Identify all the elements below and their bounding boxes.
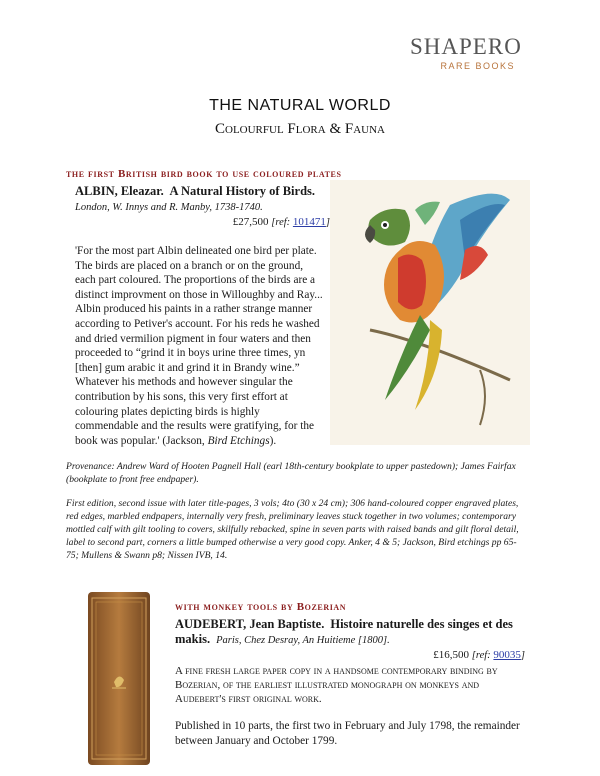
entry-summary: A fine fresh large paper copy in a handsome contemporary binding by Bozerian, of the earliest illustrated monograph on monkeys and Audebert's first original work. <box>175 665 498 705</box>
quote-close: ). <box>269 434 277 447</box>
entry-quote <box>75 244 325 448</box>
ref-close: ] <box>325 217 330 228</box>
logo-wordmark: SHAPERO <box>410 34 522 59</box>
entry-audebert-header <box>175 617 525 663</box>
section-heading-audebert: with monkey tools by Bozerian <box>175 601 347 613</box>
entry-price: £27,500 <box>232 216 269 228</box>
ref-close: ] <box>520 650 525 661</box>
logo-subtitle: RARE BOOKS <box>440 61 515 71</box>
entry-title: Histoire naturelle des singes et des makis. <box>175 617 513 646</box>
physical-description: First edition, second issue with later title-pages, 3 vols; 4to (30 x 24 cm); 306 hand-coloured copper engraved plates, red edges, marbled endpapers, internally very fresh, preliminary leaves stuck together in two volumes; contemporary mottled calf with gilt tooling to covers, skilfully rebacked, spine in seven parts with raised bands and gilt floral detail, label to second part, corners a little bumped otherwise a very good copy. Anker, 4 & 5; Jackson, Bird etchings pp 65-75; Mullens & Swann p8; Nissen IVB, 14. <box>66 498 519 561</box>
provenance-note: Provenance: Andrew Ward of Hooten Pagnell Hall (earl 18th-century bookplate to upper pastedown); James Fairfax (bookplate to front free endpaper). <box>66 461 516 485</box>
price-line <box>75 215 330 230</box>
ref-link[interactable]: 90035 <box>493 649 521 661</box>
catalogue-title: THE NATURAL WORLD <box>209 97 391 114</box>
entry-imprint: Paris, Chez Desray, An Huitieme [1800]. <box>216 635 390 646</box>
book-spine-photo <box>86 592 152 765</box>
entry-author: AUDEBERT, Jean Baptiste. <box>175 617 325 631</box>
quote-text: 'For the most part Albin delineated one bird per plate. The birds are placed on a branch or on the ground, each part coloured. The proportions of the birds are a distinct improvment on those in Willoughby and Ray... Albin produced his paints in a rather strange manner according to Petiver's account. For his reds he washed and dried vermilion pigment in four waters and then proceeded to “grind it in boys urine three times, yn [then] gum arabic it and grind it in Brandy wine.” Whatever his methods and however singular the contribution by his sons, this very first effort at colouring plates depicting birds is highly commendable and the results were gratifying, for the book was popular.' (Jackson, <box>75 245 323 447</box>
entry-albin-header <box>75 184 330 230</box>
section-heading-albin: the first British bird book to use coloured plates <box>66 168 342 180</box>
ref-label: [ref: <box>271 217 291 228</box>
quote-citation: Bird Etchings <box>207 434 270 447</box>
entry-title: A Natural History of Birds. <box>169 184 316 198</box>
parrot-illustration <box>330 180 530 445</box>
entry-imprint: London, W. Innys and R. Manby, 1738-1740. <box>75 202 263 213</box>
price-line <box>175 648 525 663</box>
entry-author: ALBIN, Eleazar. <box>75 184 164 198</box>
ref-label: [ref: <box>471 650 491 661</box>
entry-price: £16,500 <box>433 649 470 661</box>
catalogue-subtitle: Colourful Flora & Fauna <box>215 121 385 137</box>
ref-link[interactable]: 101471 <box>292 216 326 228</box>
publication-note: Published in 10 parts, the first two in February and July 1798, the remainder between January and October 1799. <box>175 720 520 747</box>
